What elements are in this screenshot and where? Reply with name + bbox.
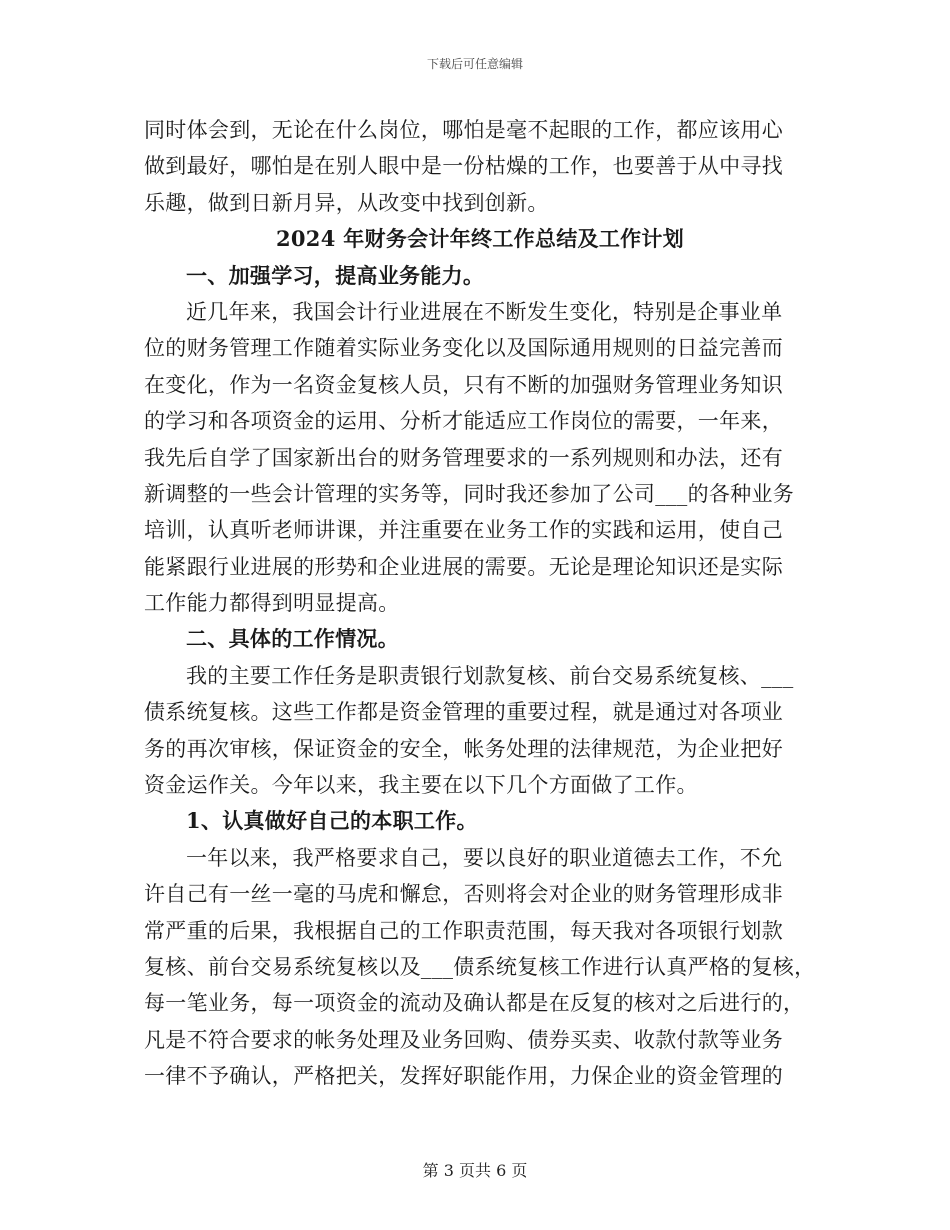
section-heading: 一、加强学习，提高业务能力。 (186, 262, 485, 288)
paragraph-line: 同时体会到，无论在什么岗位，哪怕是毫不起眼的工作，都应该用心 (144, 118, 783, 142)
paragraph-line: 培训，认真听老师讲课，并注重要在业务工作的实践和运用，使自己 (144, 518, 783, 543)
page-footer: 第 3 页共 6 页 (422, 1161, 528, 1180)
subsection-heading: 1、认真做好自己的本职工作。 (186, 808, 478, 834)
paragraph-line: 债系统复核。这些工作都是资金管理的重要过程，就是通过对各项业 (144, 700, 783, 725)
paragraph-line: 一年以来，我严格要求自己，要以良好的职业道德去工作，不允 (186, 845, 783, 870)
paragraph-line: 工作能力都得到明显提高。 (144, 591, 400, 616)
paragraph-line: 许自己有一丝一毫的马虎和懈怠，否则将会对企业的财务管理形成非 (144, 882, 783, 907)
paragraph-line: 位的财务管理工作随着实际业务变化以及国际通用规则的日益完善而 (144, 336, 783, 361)
paragraph-line: 的学习和各项资金的运用、分析才能适应工作岗位的需要，一年来， (144, 409, 783, 434)
page-header: 下载后可任意编辑 (426, 57, 523, 71)
paragraph-line: 务的再次审核，保证资金的安全，帐务处理的法律规范，为企业把好 (144, 736, 783, 761)
paragraph-line: 我的主要工作任务是职责银行划款复核、前台交易系统复核、___ (186, 663, 794, 688)
document-body (144, 112, 816, 1095)
paragraph-line: 常严重的后果，我根据自己的工作职责范围，每天我对各项银行划款 (144, 918, 783, 943)
section-heading: 二、具体的工作情况。 (186, 626, 399, 652)
paragraph-line: 能紧跟行业进展的形势和企业进展的需要。无论是理论知识还是实际 (144, 554, 783, 579)
document-title: 2024 年财务会计年终工作总结及工作计划 (275, 226, 685, 252)
paragraph-line: 在变化，作为一名资金复核人员，只有不断的加强财务管理业务知识 (144, 372, 783, 397)
paragraph-line: 我先后自学了国家新出台的财务管理要求的一系列规则和办法，还有 (144, 445, 783, 470)
paragraph-line: 乐趣，做到日新月异，从改变中找到创新。 (144, 190, 549, 215)
paragraph-line: 新调整的一些会计管理的实务等，同时我还参加了公司___的各种业务 (144, 481, 795, 506)
paragraph-line: 一律不予确认，严格把关，发挥好职能作用，力保企业的资金管理的 (144, 1064, 783, 1089)
paragraph-line: 近几年来，我国会计行业进展在不断发生变化，特别是企事业单 (186, 299, 783, 324)
paragraph-line: 复核、前台交易系统复核以及___债系统复核工作进行认真严格的复核， (144, 954, 816, 979)
paragraph-line: 资金运作关。今年以来，我主要在以下几个方面做了工作。 (144, 773, 698, 798)
paragraph-line: 做到最好，哪怕是在别人眼中是一份枯燥的工作，也要善于从中寻找 (144, 154, 783, 179)
paragraph-line: 凡是不符合要求的帐务处理及业务回购、债券买卖、收款付款等业务 (144, 1027, 783, 1052)
paragraph-line: 每一笔业务，每一项资金的流动及确认都是在反复的核对之后进行的， (144, 991, 805, 1016)
